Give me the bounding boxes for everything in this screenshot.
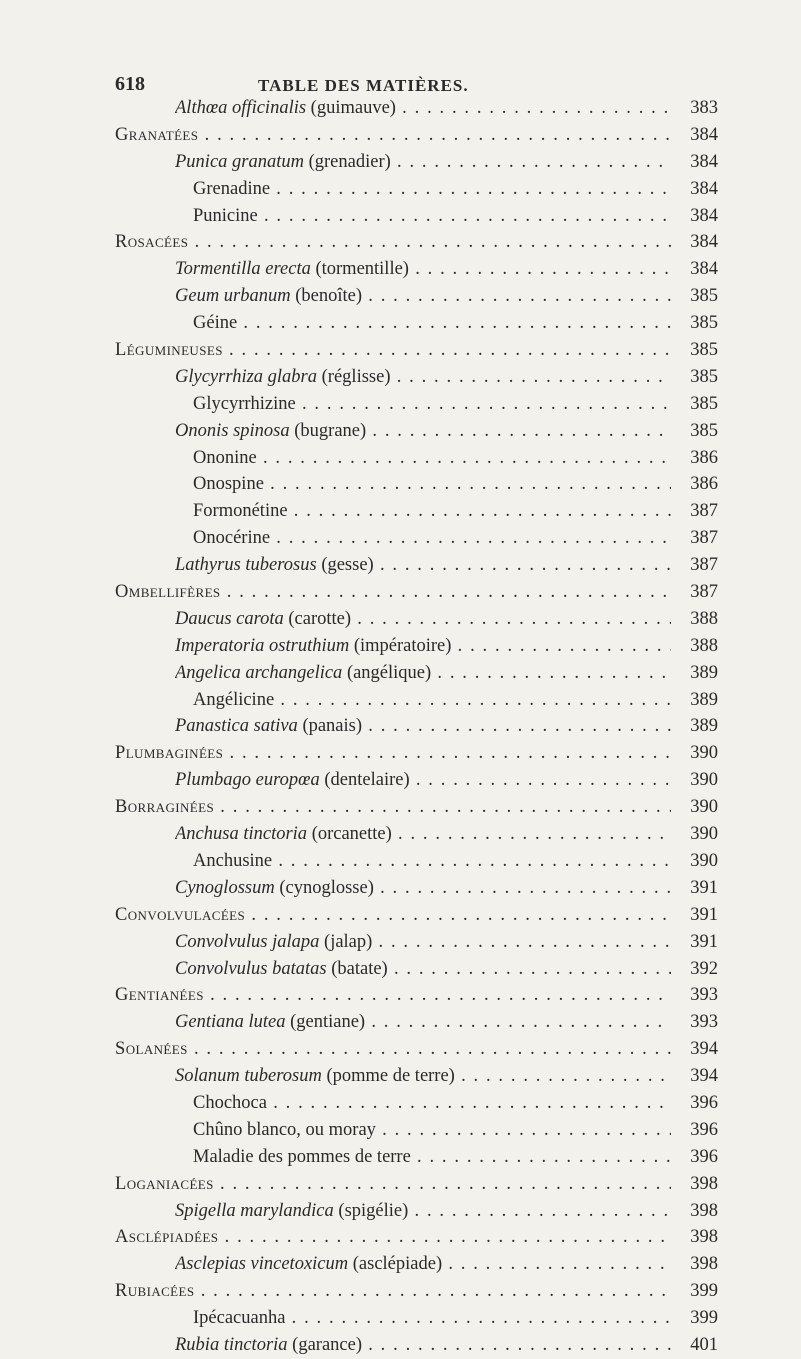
compound-name: Anchusine — [193, 850, 273, 871]
toc-entry-text — [115, 122, 671, 149]
toc-page-number: 390 — [690, 743, 718, 764]
page-header — [0, 72, 801, 96]
toc-entry-text — [175, 875, 671, 902]
toc-page-number: 394 — [690, 1039, 718, 1060]
family-name: Rosacées — [115, 232, 189, 253]
toc-entry — [0, 821, 801, 848]
toc-entry-text — [175, 552, 671, 579]
common-name: (panais) — [297, 716, 363, 737]
toc-entry-text — [115, 229, 671, 256]
toc-entry — [0, 229, 801, 256]
toc-entry-text — [175, 713, 671, 740]
toc-entry-text — [175, 1198, 671, 1225]
toc-entry — [0, 606, 801, 633]
toc-entry — [0, 1332, 801, 1359]
family-name: Loganiacées — [115, 1173, 214, 1194]
compound-name: Angélicine — [193, 689, 275, 710]
toc-page-number: 398 — [690, 1227, 718, 1248]
toc-entry — [0, 982, 801, 1009]
table-of-contents — [0, 95, 801, 1359]
common-name: (gentiane) — [285, 1012, 366, 1033]
toc-entry-text — [193, 203, 671, 230]
compound-name: Glycyrrhizine — [193, 393, 296, 414]
toc-page-number: 387 — [690, 582, 718, 603]
toc-page-number: 387 — [690, 528, 718, 549]
toc-entry — [0, 740, 801, 767]
toc-entry-text — [175, 956, 671, 983]
toc-page-number: 384 — [690, 151, 718, 172]
toc-entry-text — [175, 1009, 671, 1036]
toc-entry — [0, 1198, 801, 1225]
common-name: (bugrane) — [289, 420, 367, 441]
species-name: Asclepias vincetoxicum — [175, 1254, 349, 1275]
toc-page-number: 396 — [690, 1119, 718, 1140]
toc-entry — [0, 283, 801, 310]
toc-entry — [0, 176, 801, 203]
toc-entry-text — [193, 525, 671, 552]
toc-entry — [0, 1036, 801, 1063]
toc-entry-text — [115, 579, 671, 606]
toc-page-number: 384 — [690, 259, 718, 280]
toc-entry — [0, 310, 801, 337]
toc-page-number: 391 — [690, 877, 718, 898]
toc-entry-text — [115, 337, 671, 364]
compound-name: Punicine — [193, 205, 258, 226]
toc-entry — [0, 1305, 801, 1332]
toc-entry-text — [175, 767, 671, 794]
toc-page-number: 392 — [690, 958, 718, 979]
common-name: (guimauve) — [306, 98, 396, 118]
toc-page-number: 393 — [690, 1012, 718, 1033]
toc-entry-text — [193, 176, 671, 203]
species-name: Daucus carota — [175, 608, 284, 629]
toc-page-number: 386 — [690, 474, 718, 495]
toc-page-number: 389 — [690, 689, 718, 710]
toc-entry-text — [175, 929, 671, 956]
toc-entry — [0, 579, 801, 606]
toc-page-number: 385 — [690, 313, 718, 334]
toc-page-number: 398 — [690, 1200, 718, 1221]
toc-entry — [0, 498, 801, 525]
toc-page-number: 394 — [690, 1066, 718, 1087]
toc-page-number: 387 — [690, 501, 718, 522]
species-name: Plumbago europœa — [175, 770, 320, 791]
common-name: (benoîte) — [290, 286, 363, 307]
compound-name: Onocérine — [193, 528, 271, 549]
toc-page-number: 385 — [690, 340, 718, 361]
toc-page-number: 384 — [690, 124, 718, 145]
family-name: Plumbaginées — [115, 743, 224, 764]
running-title: TABLE DES MATIÈRES. — [258, 76, 469, 95]
toc-page-number: 390 — [690, 850, 718, 871]
toc-entry-text — [193, 848, 671, 875]
toc-page-number: 387 — [690, 555, 718, 576]
species-name: Cynoglossum — [175, 877, 275, 898]
species-name: Anchusa tinctoria — [175, 824, 308, 845]
toc-entry-text — [175, 1251, 671, 1278]
toc-entry-text — [175, 606, 671, 633]
toc-entry — [0, 1063, 801, 1090]
species-name: Angelica archangelica — [175, 662, 343, 683]
toc-entry-text — [175, 660, 671, 687]
toc-entry-text — [175, 821, 671, 848]
species-name: Ononis spinosa — [175, 420, 290, 441]
compound-name: Géine — [193, 313, 238, 334]
toc-entry-text — [193, 1090, 671, 1117]
toc-entry — [0, 391, 801, 418]
common-name: (impératoire) — [349, 635, 452, 656]
toc-entry — [0, 687, 801, 714]
toc-page-number: 388 — [690, 608, 718, 629]
common-name: (dentelaire) — [319, 770, 410, 791]
toc-entry — [0, 1278, 801, 1305]
toc-entry — [0, 1090, 801, 1117]
common-name: (grenadier) — [303, 151, 391, 172]
toc-entry-text — [115, 982, 671, 1009]
species-name: Geum urbanum — [175, 286, 291, 307]
toc-page-number: 399 — [690, 1281, 718, 1302]
common-name: (batate) — [326, 958, 388, 979]
toc-entry-text — [193, 687, 671, 714]
toc-page-number: 389 — [690, 662, 718, 683]
common-name: (spigélie) — [333, 1200, 409, 1221]
toc-entry-text — [175, 1063, 671, 1090]
family-name: Solanées — [115, 1039, 188, 1060]
compound-name: Formonétine — [193, 501, 288, 522]
toc-page-number: 391 — [690, 904, 718, 925]
toc-entry — [0, 552, 801, 579]
page-number: 618 — [115, 73, 145, 95]
toc-page-number: 385 — [690, 286, 718, 307]
toc-entry — [0, 364, 801, 391]
species-name: Althœa officinalis — [175, 98, 307, 118]
toc-entry — [0, 525, 801, 552]
family-name: Ombellifères — [115, 582, 221, 603]
toc-entry — [0, 95, 801, 122]
toc-entry-text — [193, 498, 671, 525]
family-name: Convolvulacées — [115, 904, 246, 925]
species-name: Solanum tuberosum — [175, 1066, 322, 1087]
toc-entry-text — [175, 364, 671, 391]
species-name: Tormentilla erecta — [175, 259, 311, 280]
toc-page-number: 390 — [690, 770, 718, 791]
toc-entry — [0, 875, 801, 902]
toc-entry-text — [175, 256, 671, 283]
toc-page-number: 388 — [690, 635, 718, 656]
toc-entry — [0, 122, 801, 149]
toc-entry-text — [175, 149, 671, 176]
common-name: (tormentille) — [310, 259, 409, 280]
toc-entry — [0, 660, 801, 687]
toc-page-number: 401 — [690, 1334, 718, 1355]
toc-page-number: 396 — [690, 1092, 718, 1113]
compound-name: Chûno blanco, ou moray — [193, 1119, 376, 1140]
family-name: Gentianées — [115, 985, 204, 1006]
toc-page-number: 393 — [690, 985, 718, 1006]
toc-page-number: 385 — [690, 393, 718, 414]
toc-entry-text — [193, 391, 671, 418]
common-name: (orcanette) — [307, 824, 392, 845]
common-name: (gesse) — [316, 555, 374, 576]
toc-page-number: 384 — [690, 178, 718, 199]
toc-page-number: 385 — [690, 420, 718, 441]
toc-entry — [0, 767, 801, 794]
toc-entry-text — [175, 95, 671, 122]
family-name: Asclépiadées — [115, 1227, 219, 1248]
toc-entry-text — [175, 283, 671, 310]
toc-entry — [0, 902, 801, 929]
species-name: Gentiana lutea — [175, 1012, 286, 1033]
toc-entry-text — [115, 1278, 671, 1305]
compound-name: Ipécacuanha — [193, 1308, 286, 1329]
toc-entry — [0, 794, 801, 821]
toc-entry — [0, 1117, 801, 1144]
species-name: Panastica sativa — [175, 716, 298, 737]
toc-entry — [0, 471, 801, 498]
toc-entry-text — [175, 633, 671, 660]
compound-name: Chochoca — [193, 1092, 267, 1113]
compound-name: Grenadine — [193, 178, 271, 199]
toc-entry — [0, 956, 801, 983]
family-name: Borraginées — [115, 797, 215, 818]
toc-entry — [0, 713, 801, 740]
compound-name: Ononine — [193, 447, 257, 468]
toc-page-number: 399 — [690, 1308, 718, 1329]
toc-entry — [0, 337, 801, 364]
toc-page-number: 385 — [690, 366, 718, 387]
toc-entry-text — [175, 1332, 671, 1359]
toc-entry — [0, 203, 801, 230]
compound-name: Maladie des pommes de terre — [193, 1146, 411, 1167]
toc-entry — [0, 256, 801, 283]
family-name: Légumineuses — [115, 340, 223, 361]
toc-entry — [0, 445, 801, 472]
compound-name: Onospine — [193, 474, 264, 495]
family-name: Rubiacées — [115, 1281, 195, 1302]
toc-entry-text — [115, 794, 671, 821]
toc-entry — [0, 1009, 801, 1036]
species-name: Punica granatum — [175, 151, 304, 172]
toc-page-number: 391 — [690, 931, 718, 952]
toc-entry-text — [115, 740, 671, 767]
toc-entry-text — [193, 1117, 671, 1144]
family-name: Granatées — [115, 124, 199, 145]
toc-page-number: 383 — [690, 98, 718, 118]
toc-entry — [0, 149, 801, 176]
toc-entry-text — [115, 1036, 671, 1063]
species-name: Spigella marylandica — [175, 1200, 334, 1221]
toc-entry-text — [193, 1144, 671, 1171]
toc-entry-text — [175, 418, 671, 445]
toc-page-number: 396 — [690, 1146, 718, 1167]
toc-entry-text — [115, 902, 671, 929]
common-name: (cynoglosse) — [274, 877, 374, 898]
toc-entry — [0, 848, 801, 875]
common-name: (asclépiade) — [348, 1254, 443, 1275]
toc-entry — [0, 418, 801, 445]
common-name: (jalap) — [319, 931, 373, 952]
toc-entry — [0, 633, 801, 660]
common-name: (angélique) — [342, 662, 432, 683]
species-name: Imperatoria ostruthium — [175, 635, 350, 656]
toc-page-number: 386 — [690, 447, 718, 468]
toc-page-number: 384 — [690, 232, 718, 253]
toc-entry-text — [115, 1224, 671, 1251]
toc-entry — [0, 1224, 801, 1251]
common-name: (garance) — [287, 1334, 362, 1355]
species-name: Rubia tinctoria — [175, 1334, 288, 1355]
toc-page-number: 398 — [690, 1173, 718, 1194]
toc-page-number: 389 — [690, 716, 718, 737]
common-name: (pomme de terre) — [321, 1066, 455, 1087]
toc-entry-text — [193, 1305, 671, 1332]
species-name: Glycyrrhiza glabra — [175, 366, 318, 387]
toc-entry — [0, 929, 801, 956]
toc-entry — [0, 1171, 801, 1198]
toc-page-number: 398 — [690, 1254, 718, 1275]
toc-page-number: 384 — [690, 205, 718, 226]
species-name: Convolvulus batatas — [175, 958, 327, 979]
toc-page-number: 390 — [690, 797, 718, 818]
toc-entry-text — [193, 310, 671, 337]
toc-entry-text — [193, 445, 671, 472]
toc-page-number: 390 — [690, 824, 718, 845]
species-name: Lathyrus tuberosus — [175, 555, 317, 576]
species-name: Convolvulus jalapa — [175, 931, 320, 952]
toc-entry — [0, 1251, 801, 1278]
common-name: (carotte) — [283, 608, 352, 629]
common-name: (réglisse) — [317, 366, 391, 387]
toc-entry — [0, 1144, 801, 1171]
toc-entry-text — [115, 1171, 671, 1198]
toc-entry-text — [193, 471, 671, 498]
